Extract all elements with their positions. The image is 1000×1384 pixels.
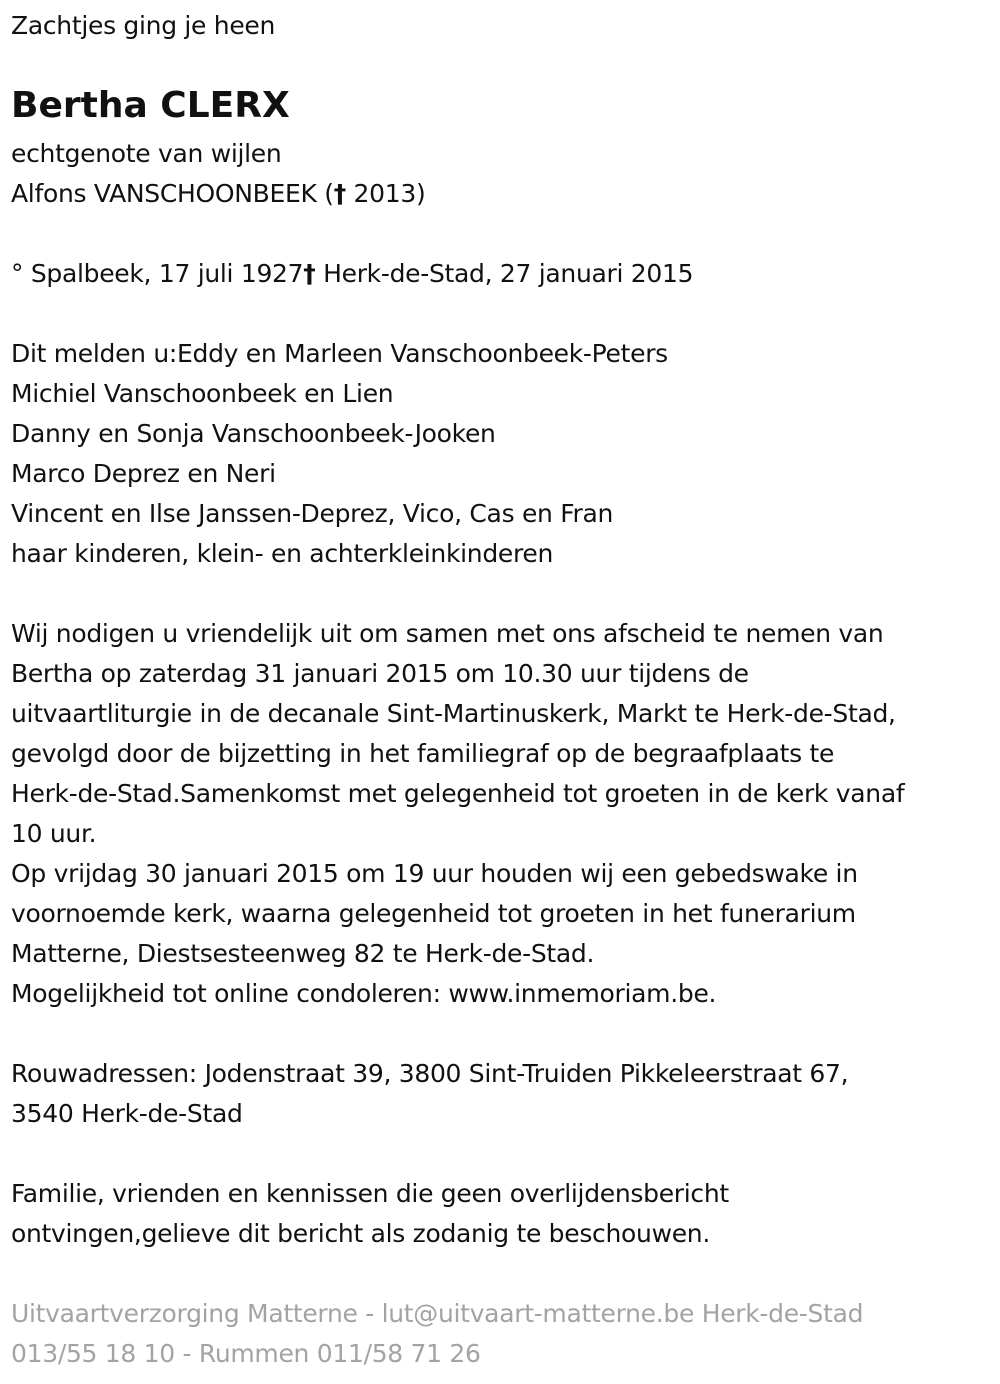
family-line: Michiel Vanschoonbeek en Lien: [11, 379, 394, 408]
family-line: Vincent en Ilse Janssen-Deprez, Vico, Cas en Fran: [11, 499, 614, 528]
deceased-name: Bertha CLERX: [11, 85, 290, 126]
notice-line: Familie, vrienden en kennissen die geen overlijdensbericht: [11, 1179, 729, 1208]
address-line: Rouwadressen: Jodenstraat 39, 3800 Sint-Truiden Pikkeleerstraat 67,: [11, 1059, 849, 1088]
family-line: Dit melden u:Eddy en Marleen Vanschoonbeek-Peters: [11, 339, 668, 368]
invitation-line: Wij nodigen u vriendelijk uit om samen met ons afscheid te nemen van: [11, 619, 884, 648]
dates-line: [11, 254, 693, 294]
family-block: [11, 334, 668, 574]
invitation-line: Op vrijdag 30 januari 2015 om 19 uur houden wij een gebedswake in: [11, 859, 858, 888]
spouse-death-year: 2013): [345, 179, 426, 208]
notice-line: ontvingen,gelieve dit bericht als zodanig te beschouwen.: [11, 1219, 710, 1248]
mourning-addresses: [11, 1054, 848, 1134]
invitation-line: gevolgd door de bijzetting in het familiegraf op de begraafplaats te: [11, 739, 835, 768]
invitation-line: 10 uur.: [11, 819, 97, 848]
spouse-line-1: echtgenote van wijlen: [11, 139, 282, 168]
death-info: Herk-de-Stad, 27 januari 2015: [315, 259, 694, 288]
cross-icon: †: [333, 179, 346, 208]
invitation-line: Bertha op zaterdag 31 januari 2015 om 10.30 uur tijdens de: [11, 659, 749, 688]
cross-icon: †: [303, 259, 316, 288]
invitation-line: Herk-de-Stad.Samenkomst met gelegenheid tot groeten in de kerk vanaf: [11, 779, 905, 808]
footer-line: 013/55 18 10 - Rummen 011/58 71 26: [11, 1339, 481, 1368]
spouse-line-2: [11, 174, 425, 214]
spouse-name: Alfons VANSCHOONBEEK (: [11, 179, 334, 208]
footer-line: Uitvaartverzorging Matterne - lut@uitvaart-matterne.be Herk-de-Stad: [11, 1299, 864, 1328]
address-line: 3540 Herk-de-Stad: [11, 1099, 243, 1128]
funeral-home-footer: [11, 1294, 863, 1374]
family-line: haar kinderen, klein- en achterkleinkinderen: [11, 539, 554, 568]
invitation-line: Mogelijkheid tot online condoleren: www.inmemoriam.be.: [11, 979, 717, 1008]
invitation-line: uitvaartliturgie in de decanale Sint-Martinuskerk, Markt te Herk-de-Stad,: [11, 699, 896, 728]
family-line: Danny en Sonja Vanschoonbeek-Jooken: [11, 419, 496, 448]
family-line: Marco Deprez en Neri: [11, 459, 276, 488]
invitation-block: [11, 614, 904, 1014]
notice-block: [11, 1174, 729, 1254]
life-dates: [11, 254, 693, 294]
intro-line: Zachtjes ging je heen: [11, 11, 276, 40]
spouse-block: [11, 134, 425, 214]
invitation-line: voornoemde kerk, waarna gelegenheid tot groeten in het funerarium: [11, 899, 856, 928]
birth-info: ° Spalbeek, 17 juli 1927: [11, 259, 304, 288]
invitation-line: Matterne, Diestsesteenweg 82 te Herk-de-Stad.: [11, 939, 595, 968]
